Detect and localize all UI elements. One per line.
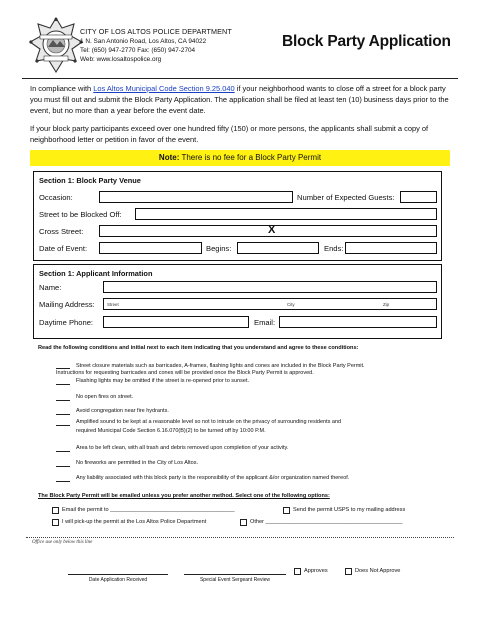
condition-item: No fireworks are permitted in the City of Los Altos. [76,460,198,466]
condition-item: Any liability associated with this block party is the responsibility of the applicant &/or organization named thereof. [76,475,350,481]
street-blocked-field[interactable] [135,208,437,220]
page-title: Block Party Application [282,33,451,50]
venue-section [33,171,442,261]
office-use-label: Office use only below this line [32,540,93,545]
guests-label: Number of Expected Guests: [297,193,395,202]
name-label: Name: [39,283,62,292]
condition-item: Street closure materials such as barricades, A-frames, flashing lights and cones are included in the Block Party Permit. [76,363,365,369]
cross-street-field[interactable] [99,225,437,237]
note-label: Note: [158,153,180,162]
date-received-caption: Date Application Received [88,577,148,583]
police-badge-logo [28,16,84,76]
department-website: Web: www.losaltospolice.org [80,56,162,63]
event-date-label: Date of Event: [39,244,88,253]
mailing-address-label: Mailing Address: [39,300,95,309]
zip-hint: Zip [383,302,390,307]
sergeant-review-line[interactable] [184,574,286,575]
ends-field[interactable] [345,242,437,254]
occasion-label: Occasion: [39,193,73,202]
pickup-permit-label: I will pick-up the permit at the Los Altos Police Department [62,519,207,525]
guests-field[interactable] [400,191,437,203]
department-phone: Tel: (650) 947-2770 Fax: (650) 947-2704 [80,47,196,54]
condition-item: Avoid congregation near fire hydrants. [76,408,169,414]
office-use-divider [26,537,454,538]
condition-item: Amplified sound to be kept at a reasonable level so not to intrude on the privacy of surrounding residents and [76,419,342,425]
begins-field[interactable] [237,242,319,254]
email-label: Email: [254,318,276,327]
name-field[interactable] [103,281,437,293]
other-method-checkbox[interactable] [240,519,247,526]
condition-item: required Municipal Code Section 6.16.070(B)(2) to be turned off by 10:00 P.M. [76,428,266,434]
not-approve-label: Does Not Approve [355,568,401,574]
occasion-field[interactable] [99,191,293,203]
department-address: 1 N. San Antonio Road, Los Altos, CA 94022 [80,38,207,45]
options-heading: The Block Party Permit will be emailed unless you prefer another method. Select one of the following options: [38,493,330,499]
street-hint: Street [107,302,119,307]
municipal-code-link[interactable]: Los Altos Municipal Code Section 9.25.040 [93,84,235,93]
participants-paragraph: If your block party participants exceed over one hundred fifty (150) or more persons, the applicants shall submit a copy of neighborhood letter or petition in favor of the event. [30,124,429,145]
mailing-address-field[interactable] [103,298,437,310]
condition-item: Instructions for requesting barricades and cones will be provided once the Block Party Permit is approved. [56,370,314,376]
daytime-phone-field[interactable] [103,316,249,328]
venue-section-title: Section 1: Block Party Venue [39,176,141,185]
intro-text-suffix: if your neighborhood wants to close off a street for a block party you must fill out and submit the Block Party Application. The application shall be filed at least ten (10) business days prior to the event, but no more than a year before the event date. [30,84,449,116]
note-text: There is no fee for a Block Party Permit [179,153,322,162]
cross-street-label: Cross Street: [39,227,84,236]
applicant-section [33,264,442,339]
intro-paragraph [30,83,452,117]
applicant-section-title: Section 1: Applicant Information [39,269,153,278]
email-permit-label: Email the permit to ________________________________________ [62,507,235,513]
sergeant-review-caption: Special Event Sergeant Review [199,577,271,583]
condition-item: Flashing lights may be omitted if the street is re-opened prior to sunset. [76,378,250,384]
intro-text-prefix: In compliance with [30,84,94,93]
ends-label: Ends: [324,244,344,253]
email-field[interactable] [279,316,437,328]
not-approve-checkbox[interactable] [345,568,352,575]
street-blocked-label: Street to be Blocked Off: [39,210,122,219]
condition-item: Area to be left clean, with all trash and debris removed upon completion of your activity. [76,445,289,451]
condition-item: No open fires on street. [76,394,134,400]
date-received-line[interactable] [68,574,168,575]
fee-note-banner [30,150,450,166]
conditions-heading: Read the following conditions and initial next to each item indicating that you understand and agree to these conditions: [38,345,359,351]
event-date-field[interactable] [99,242,202,254]
cross-street-mark: X [268,224,276,236]
approves-label: Approves [304,568,328,574]
email-permit-checkbox[interactable] [52,507,59,514]
usps-permit-label: Send the permit USPS to my mailing address [293,507,406,513]
approves-checkbox[interactable] [294,568,301,575]
other-method-label: Other ____________________________________________ [250,519,403,525]
city-hint: City [287,302,295,307]
header-divider [22,78,458,79]
daytime-phone-label: Daytime Phone: [39,318,94,327]
department-name: CITY OF LOS ALTOS POLICE DEPARTMENT [80,27,232,36]
begins-label: Begins: [206,244,232,253]
pickup-permit-checkbox[interactable] [52,519,59,526]
usps-permit-checkbox[interactable] [283,507,290,514]
